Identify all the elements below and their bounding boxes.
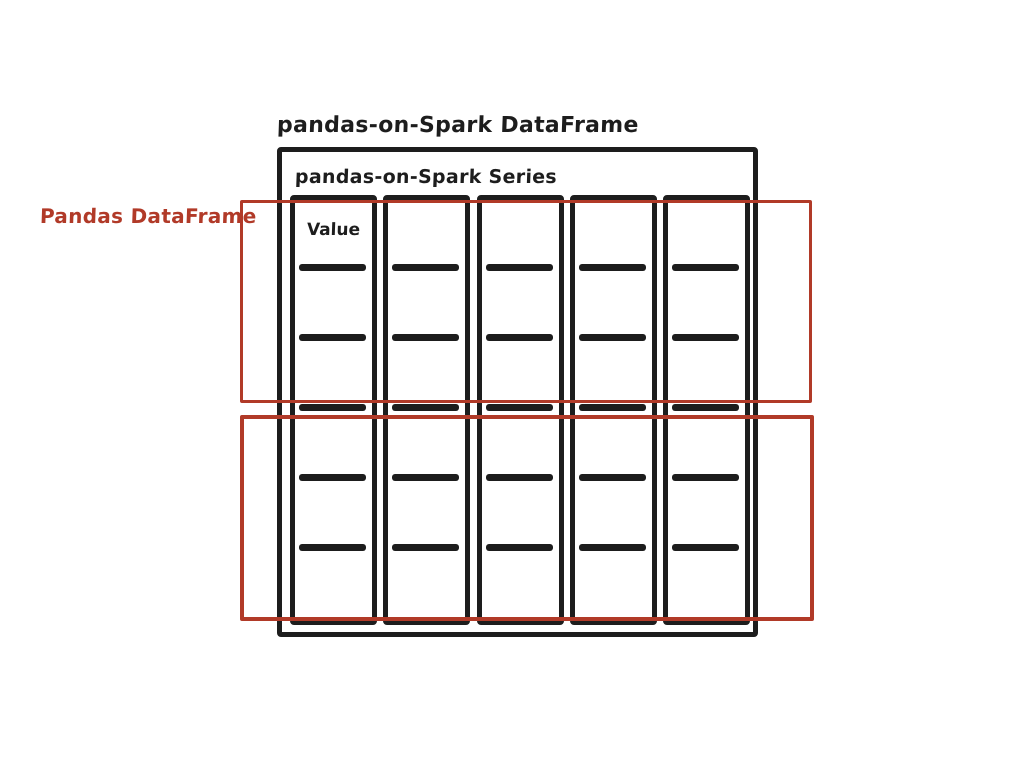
- value-row-dash: [486, 404, 553, 411]
- value-row-dash: [579, 404, 646, 411]
- column-header-value: Value: [306, 220, 361, 240]
- pandas-dataframe-label: Pandas DataFrame: [39, 204, 258, 228]
- pandas-dataframe-partition-box-2: [240, 415, 814, 621]
- value-row-dash: [672, 404, 739, 411]
- series-label: pandas-on-Spark Series: [294, 166, 558, 188]
- diagram-title: pandas-on-Spark DataFrame: [276, 113, 640, 138]
- value-row-dash: [392, 404, 459, 411]
- pandas-dataframe-partition-box-1: [240, 200, 812, 403]
- value-row-dash: [299, 404, 366, 411]
